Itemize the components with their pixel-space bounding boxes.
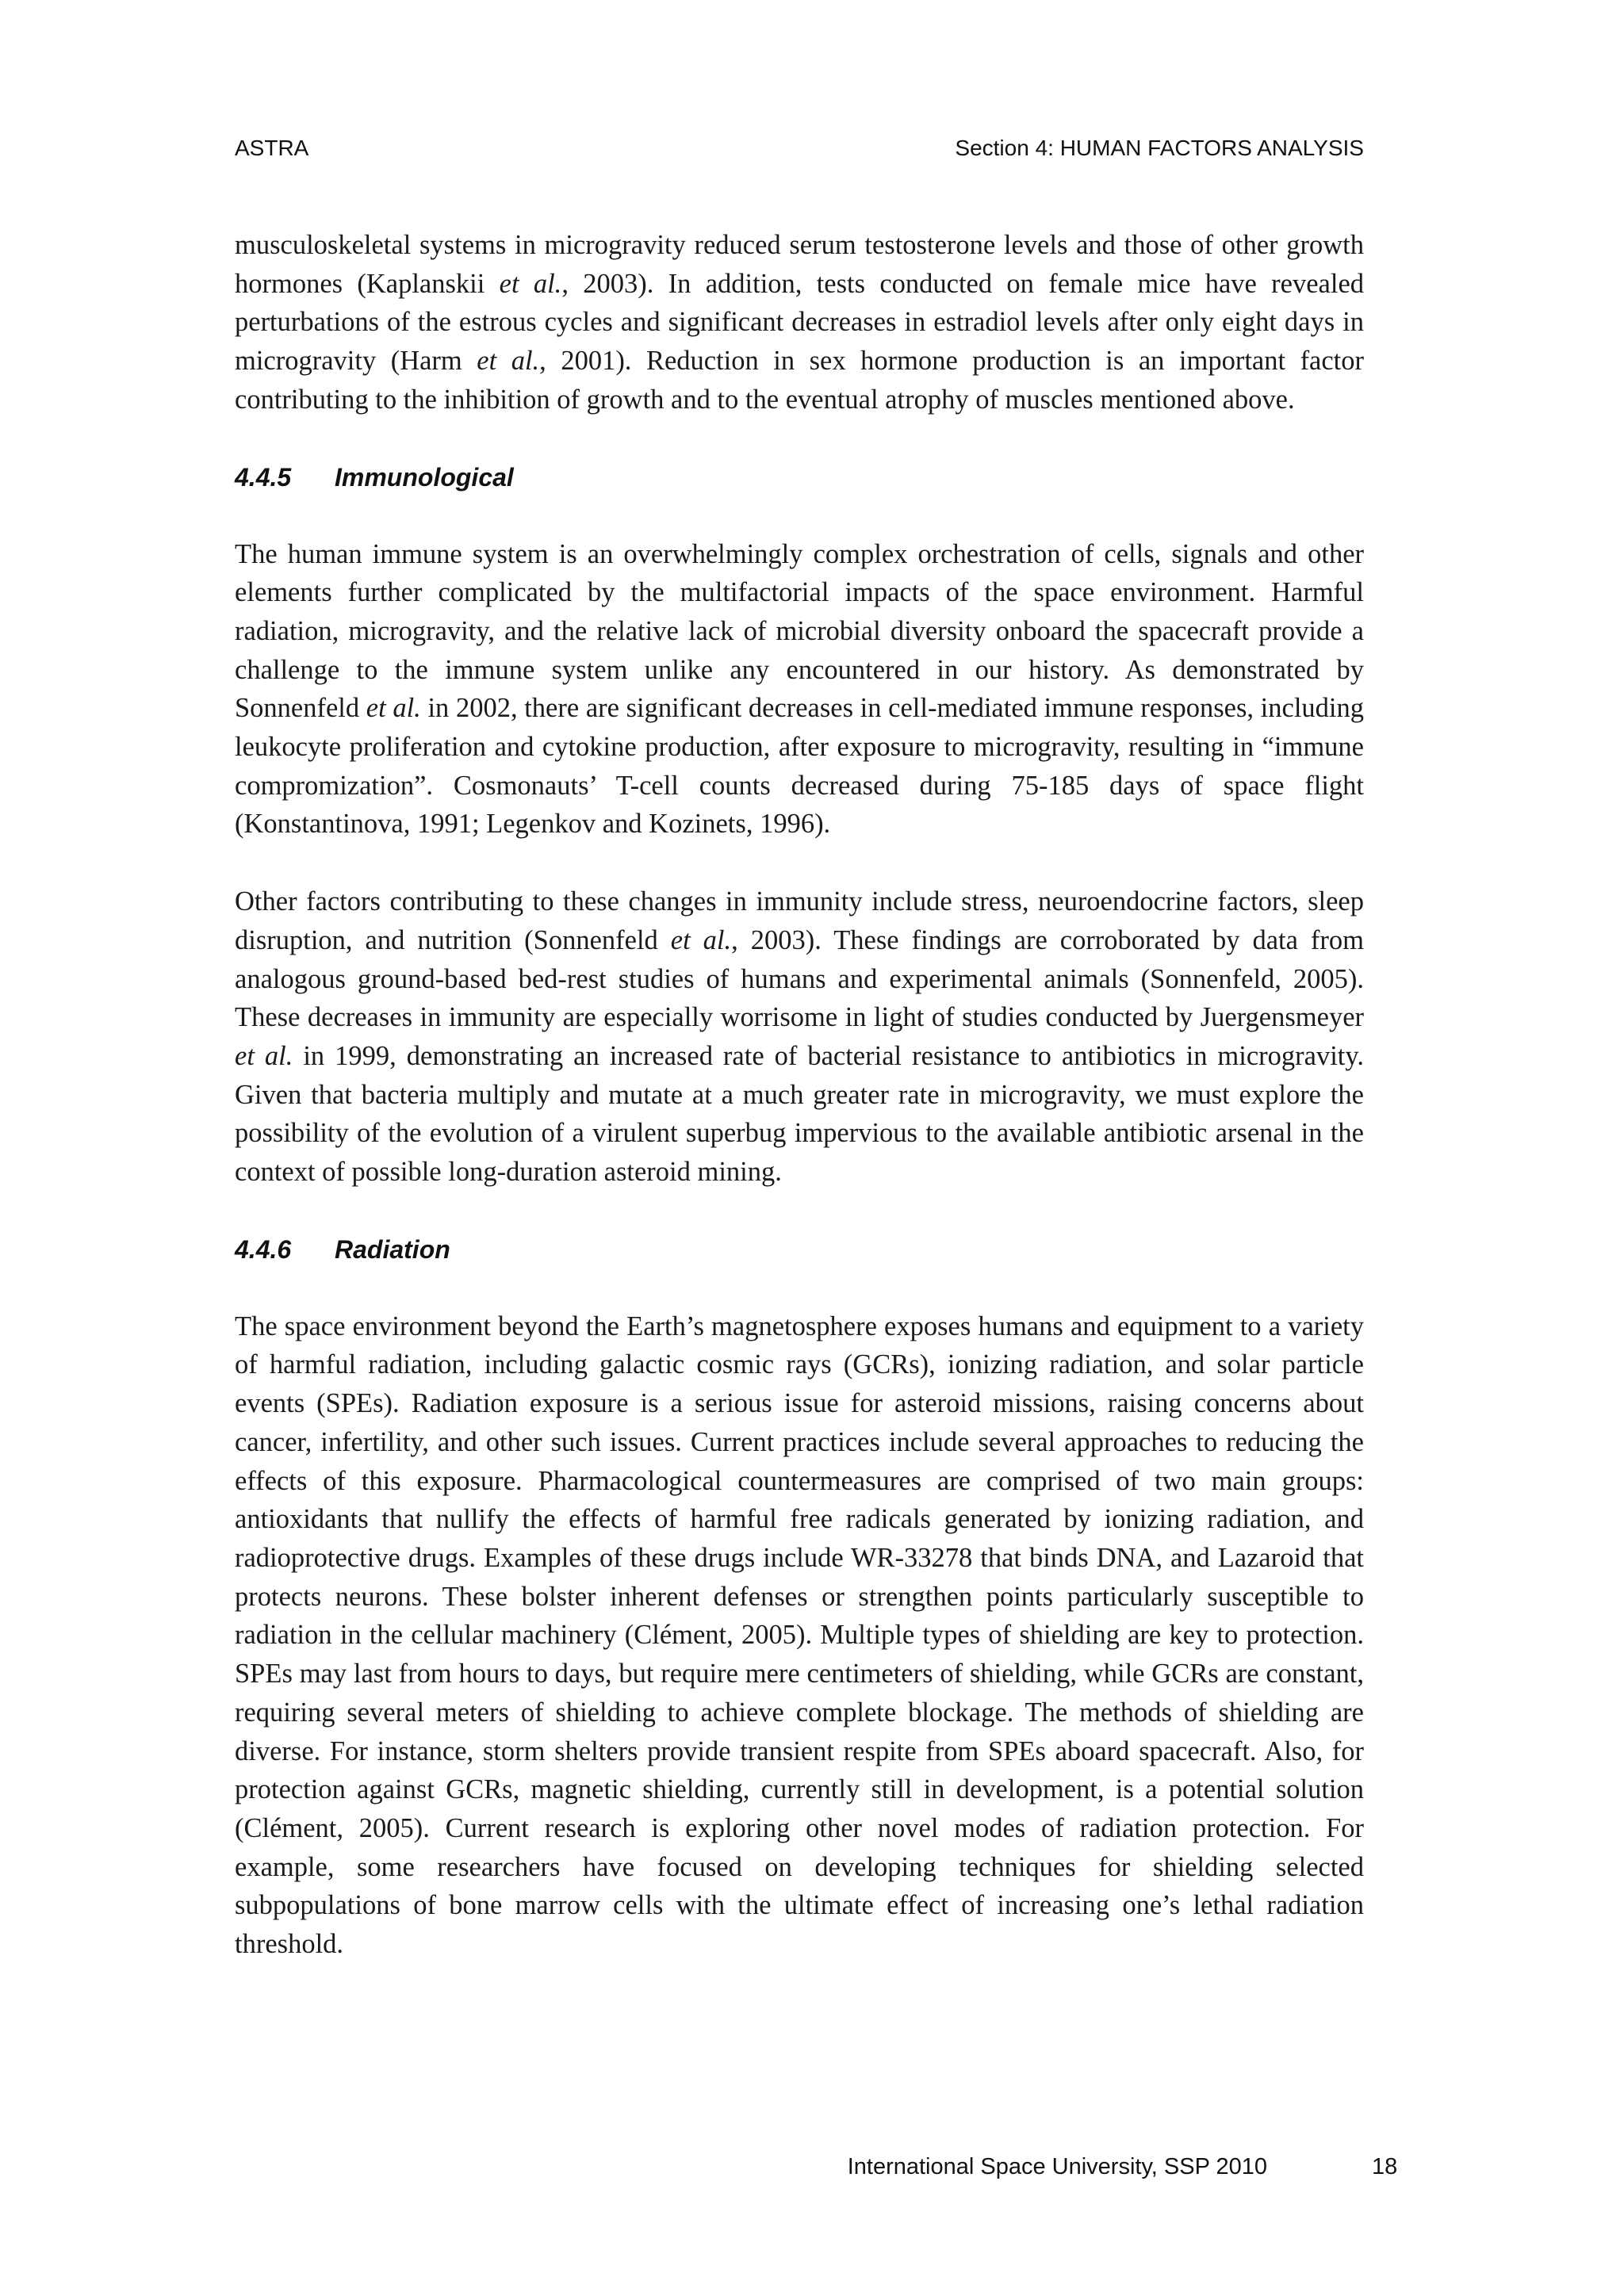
- italic-run: et al.: [477, 346, 540, 377]
- section-heading-immunological: [235, 458, 1364, 496]
- text-run: The human immune system is an overwhelmingly complex orchestration of cells, signals and other elements further complicated by the multifactorial impacts of the space environment. Harmful radiation, microgravity, and the relative lack of microbial diversity onboard the spacecraft provide a challenge to the immune system unlike any encountered in our history. As demonstrated by Sonnenfeld: [235, 538, 1364, 724]
- page-body: [235, 226, 1364, 1964]
- text-run: , 2003). These findings are corroborated by data from analogous ground-based bed-rest studies of humans and experimental animals (Sonnenfeld, 2005). These decreases in immunity are especially worrisome in light of studies conducted by Juergensmeyer: [235, 924, 1364, 1033]
- text-run: Other factors contributing to these changes in immunity include stress, neuroendocrine factors, sleep disruption, and nutrition (Sonnenfeld: [235, 886, 1364, 955]
- paragraph-hormones: [235, 226, 1364, 419]
- running-header-right: Section 4: HUMAN FACTORS ANALYSIS: [955, 136, 1364, 160]
- section-number: 4.4.6: [235, 1234, 292, 1264]
- italic-run: et al.: [499, 268, 562, 299]
- footer-page-number: 18: [1372, 2154, 1398, 2179]
- section-number: 4.4.5: [235, 462, 292, 492]
- italic-run: et al.: [366, 693, 421, 724]
- running-header-left: ASTRA: [235, 136, 309, 160]
- section-title: Radiation: [335, 1234, 450, 1264]
- section-heading-radiation: [235, 1230, 1364, 1269]
- text-run: musculoskeletal systems in microgravity reduced serum testosterone levels and those of other growth hormones (Kaplanskii: [235, 230, 1364, 299]
- text-run: in 1999, demonstrating an increased rate of bacterial resistance to antibiotics in microgravity. Given that bacteria multiply and mutate at a much greater rate in microgravity, we must explore the possibility of the evolution of a virulent superbug impervious to the available antibiotic arsenal in the context of possible long-duration asteroid mining.: [235, 1040, 1365, 1188]
- paragraph-immune-system: [235, 535, 1364, 844]
- paragraph-immunity-factors: [235, 882, 1364, 1192]
- paragraph-radiation: [235, 1307, 1364, 1964]
- text-run: The space environment beyond the Earth’s magnetosphere exposes humans and equipment to a variety of harmful radiation, including galactic cosmic rays (GCRs), ionizing radiation, and solar particle events (SPEs). Radiation exposure is a serious issue for asteroid missions, raising concerns about cancer, infertility, and other such issues. Current practices include several approaches to reducing the effects of this exposure. Pharmacological countermeasures are comprised of two main groups: antioxidants that nullify the effects of harmful free radicals generated by ionizing radiation, and radioprotective drugs. Examples of these drugs include WR-33278 that binds DNA, and Lazaroid that protects neurons. These bolster inherent defenses or strengthen points particularly susceptible to radiation in the cellular machinery (Clément, 2005). Multiple types of shielding are key to protection. SPEs may last from hours to days, but require mere centimeters of shielding, while GCRs are constant, requiring several meters of shielding to achieve complete blockage. The methods of shielding are diverse. For instance, storm shelters provide transient respite from SPEs aboard spacecraft. Also, for protection against GCRs, magnetic shielding, currently still in development, is a potential solution (Clément, 2005). Current research is exploring other novel modes of radiation protection. For example, some researchers have focused on developing techniques for shielding selected subpopulations of bone marrow cells with the ultimate effect of increasing one’s lethal radiation threshold.: [235, 1311, 1364, 1960]
- footer-institution: International Space University, SSP 2010: [847, 2154, 1267, 2179]
- italic-run: et al.: [670, 924, 732, 955]
- text-run: in 2002, there are significant decreases in cell-mediated immune responses, including leukocyte proliferation and cytokine production, after exposure to microgravity, resulting in “immune compromization”. Cosmonauts’ T-cell counts decreased during 75-185 days of space flight (Konstantinova, 1991; Legenkov and Kozinets, 1996).: [235, 693, 1365, 840]
- section-title: Immunological: [335, 462, 514, 492]
- text-run: , 2003). In addition, tests conducted on female mice have revealed perturbations of the estrous cycles and significant decreases in estradiol levels after only eight days in microgravity (Harm: [235, 268, 1365, 377]
- italic-run: et al.: [235, 1040, 293, 1071]
- text-run: , 2001). Reduction in sex hormone production is an important factor contributing to the inhibition of growth and to the eventual atrophy of muscles mentioned above.: [235, 346, 1365, 415]
